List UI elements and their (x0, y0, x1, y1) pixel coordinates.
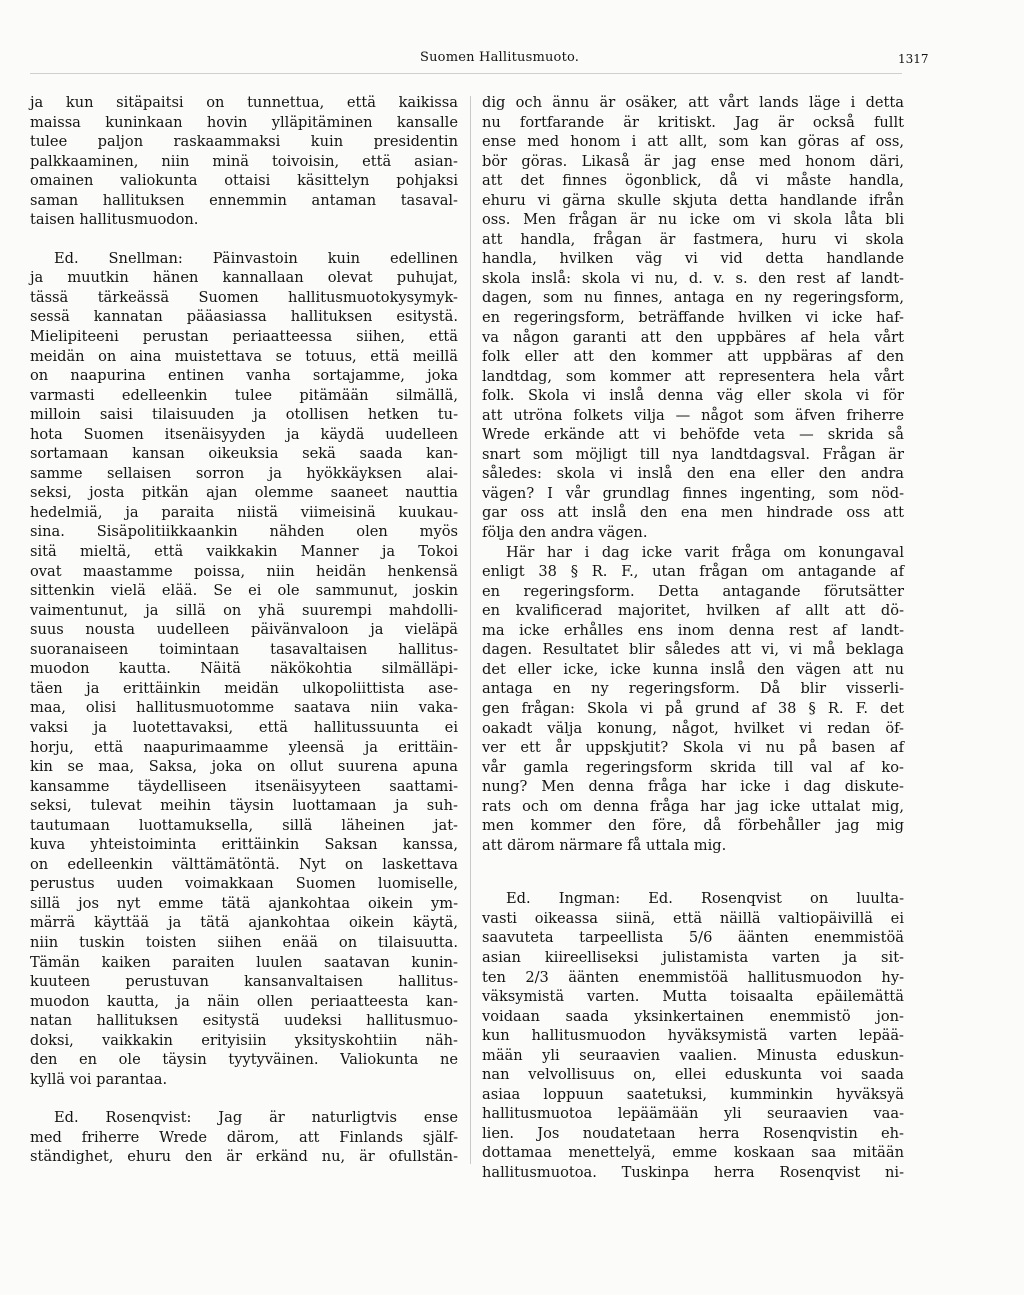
text-line: snart som möjligt till nya landtdagsval. Frågan är (482, 445, 904, 463)
text-line: Ed. Ingman: Ed. Rosenqvist on luulta- (506, 890, 904, 908)
text-line: det eller icke, icke kunna inslå den vägen att nu (482, 660, 904, 678)
text-line: sina. Sisäpolitiikkaankin nähden olen myös (30, 523, 458, 541)
paragraph-gap (482, 855, 904, 889)
text-line: oakadt välja konung, något, hvilket vi redan öf- (482, 719, 904, 737)
text-line: samme sellaisen sorron ja hyökkäyksen alai- (30, 464, 458, 482)
text-line: Tämän kaiken paraiten luulen saatavan kunin- (30, 953, 458, 971)
text-line: tautumaan luottamuksella, sillä läheinen jat- (30, 816, 458, 834)
text-line: hallitusmuotoa. Tuskinpa herra Rosenqvist ni- (482, 1163, 904, 1181)
text-line: vaimentunut, ja sillä on yhä suurempi mahdolli- (30, 601, 458, 619)
text-line: kyllä voi parantaa. (30, 1070, 168, 1088)
text-line: en regeringsform. Detta antagande förutsätter (482, 582, 904, 600)
text-line: suus nousta uudelleen päivänvaloon ja vieläpä (30, 621, 458, 639)
text-line: sitä mieltä, että vaikkakin Manner ja Tokoi (30, 543, 458, 561)
text-line: kuuteen perustuvan kansanvaltaisen hallitus- (30, 973, 458, 991)
text-line: att handla, frågan är fastmera, huru vi skola (482, 230, 904, 248)
text-line: vår gamla regeringsform skrida till val af ko- (482, 758, 904, 776)
text-line: on edelleenkin välttämätöntä. Nyt on laskettava (30, 855, 458, 873)
text-line: enligt 38 § R. F., utan frågan om antagande af (482, 563, 904, 581)
left-column (30, 93, 458, 1167)
text-line: gen frågan: Skola vi på grund af 38 § R. F. det (482, 699, 904, 717)
column-divider (470, 96, 471, 1164)
text-line: vaksi ja luotettavaksi, että hallitussuunta ei (30, 718, 458, 736)
text-line: således: skola vi inslå den ena eller den andra (482, 465, 904, 483)
text-line: folk eller att den kommer att uppbäras af den (482, 348, 904, 366)
text-line: ver ett år uppskjutit? Skola vi nu på basen af (482, 739, 904, 757)
text-line: kun hallitusmuodon hyväksymistä varten lepää- (482, 1027, 904, 1045)
text-line: hallitusmuotoa lepäämään yli seuraavien vaa- (482, 1105, 904, 1123)
text-line: den en ole täysin tyytyväinen. Valiokunta ne (30, 1051, 458, 1069)
right-column (482, 93, 904, 1183)
text-line: att därom närmare få uttala mig. (482, 836, 727, 854)
text-line: att det finnes ögonblick, då vi måste handla, (482, 172, 904, 190)
text-line: kansamme täydelliseen itsenäisyyteen saattami- (30, 777, 458, 795)
paragraph-gap (30, 230, 458, 249)
text-line: kin se maa, Saksa, joka on ollut suurena apuna (30, 758, 458, 776)
text-line: lien. Jos noudatetaan herra Rosenqvistin eh- (482, 1124, 904, 1142)
text-line: perustus uuden voimakkaan Suomen luomiselle, (30, 875, 458, 893)
text-line: natan hallituksen esitystä uudeksi hallitusmuo- (30, 1012, 458, 1030)
text-line: märrä käyttää ja tätä ajankohtaa oikein käytä, (30, 914, 458, 932)
paragraph-gap (30, 1089, 458, 1108)
text-line: asiaa loppuun saatetuksi, kumminkin hyväksyä (482, 1085, 904, 1103)
text-line: mään yli seuraavien vaalien. Minusta eduskun- (482, 1046, 904, 1064)
text-line: suoranaiseen toimintaan tasavaltaisen hallitus- (30, 640, 458, 658)
text-line: väksymistä varten. Mutta toisaalta epäilemättä (482, 988, 904, 1006)
text-line: sillä jos nyt emme tätä ajankohtaa oikein ym- (30, 894, 458, 912)
text-line: sortamaan kansan oikeuksia sekä saada kan- (30, 445, 458, 463)
text-line: Ed. Snellman: Päinvastoin kuin edellinen (54, 249, 458, 267)
running-title: Suomen Hallitusmuoto. (420, 50, 580, 65)
text-line: ja muutkin hänen kannallaan olevat puhujat, (30, 269, 458, 287)
text-line: Mielipiteeni perustan periaatteessa siihen, että (30, 328, 458, 346)
text-line: saavuteta tarpeellista 5/6 äänten enemmistöä (482, 929, 904, 947)
text-line: nan velvollisuus on, ellei eduskunta voi saada (482, 1066, 904, 1084)
text-line: nung? Men denna fråga har icke i dag diskute- (482, 778, 904, 796)
text-line: rats och om denna fråga har jag icke uttalat mig, (482, 797, 904, 815)
text-line: horju, että naapurimaamme yleensä ja erittäin- (30, 738, 458, 756)
text-line: varmasti edelleenkin tulee pitämään silmällä, (30, 386, 458, 404)
text-line: oss. Men frågan är nu icke om vi skola låta bli (482, 211, 904, 229)
text-line: sittenkin vielä elää. Se ei ole sammunut, joskin (30, 582, 458, 600)
text-line: antaga en ny regeringsform. Då blir visserli- (482, 680, 904, 698)
text-line: Här har i dag icke varit fråga om konungaval (506, 543, 904, 561)
text-line: tulee paljon raskaammaksi kuin presidentin (30, 133, 458, 151)
text-line: en regeringsform, beträffande hvilken vi icke haf- (482, 309, 904, 327)
page-number: 1317 (898, 52, 929, 66)
text-line: skola inslå: skola vi nu, d. v. s. den rest af landt- (482, 269, 904, 287)
text-line: omainen valiokunta ottaisi käsittelyn pohjaksi (30, 172, 458, 190)
text-line: taisen hallitusmuodon. (30, 211, 199, 229)
text-line: att utröna folkets vilja — något som äfven friherre (482, 406, 904, 424)
text-line: bör göras. Likaså är jag ense med honom däri, (482, 152, 904, 170)
text-line: ense med honom i att allt, som kan göras af oss, (482, 133, 904, 151)
text-line: tässä tärkeässä Suomen hallitusmuotokysymyk- (30, 288, 458, 306)
text-line: maa, olisi hallitusmuotomme saatava niin vaka- (30, 699, 458, 717)
text-line: milloin saisi tilaisuuden ja otollisen hetken tu- (30, 406, 458, 424)
text-line: täen ja erittäinkin meidän ulkopoliittista ase- (30, 679, 458, 697)
text-line: maissa kuninkaan hovin ylläpitäminen kansalle (30, 113, 458, 131)
text-line: Ed. Rosenqvist: Jag är naturligtvis ense (54, 1109, 458, 1127)
text-line: kuva yhteistoiminta erittäinkin Saksan kanssa, (30, 836, 458, 854)
text-line: Wrede erkände att vi behöfde veta — skrida så (482, 426, 904, 444)
text-line: vägen? I vår grundlag finnes ingenting, som nöd- (482, 484, 904, 502)
text-line: med friherre Wrede därom, att Finlands själf- (30, 1128, 458, 1146)
text-line: voidaan saada yksinkertainen enemmistö jon- (482, 1007, 904, 1025)
text-line: muodon kautta, ja näin ollen periaatteesta kan- (30, 992, 458, 1010)
text-line: palkkaaminen, niin minä toivoisin, että asian- (30, 152, 458, 170)
text-line: folk. Skola vi inslå denna väg eller skola vi för (482, 387, 904, 405)
text-line: gar oss att inslå den ena men hindrade oss att (482, 504, 904, 522)
text-line: landtdag, som kommer att representera hela vårt (482, 367, 904, 385)
text-line: saman hallituksen ennemmin antaman tasaval- (30, 191, 458, 209)
text-line: hedelmiä, ja paraita niistä viimeisinä kuukau- (30, 503, 458, 521)
header-rule (30, 73, 902, 74)
text-line: nu fortfarande är kritiskt. Jag är också fullt (482, 113, 904, 131)
text-line: hota Suomen itsenäisyyden ja käydä uudelleen (30, 425, 458, 443)
text-line: vasti oikeassa siinä, että näillä valtiopäivillä ei (482, 909, 904, 927)
text-line: dottamaa menettelyä, emme koskaan saa mitään (482, 1144, 904, 1162)
text-line: meidän on aina muistettava se totuus, että meillä (30, 347, 458, 365)
text-line: ten 2/3 äänten enemmistöä hallitusmuodon hy- (482, 968, 904, 986)
text-line: asian kiireelliseksi julistamista varten ja sit- (482, 948, 904, 966)
text-line: dig och ännu är osäker, att vårt lands läge i detta (482, 94, 904, 111)
text-line: ja kun sitäpaitsi on tunnettua, että kaikissa (30, 94, 458, 111)
text-line: dagen. Resultatet blir således att vi, vi må beklaga (482, 641, 904, 659)
text-line: ovat maastamme poissa, niin heidän henkensä (30, 562, 458, 580)
text-line: ständighet, ehuru den är erkänd nu, är ofullstän- (30, 1148, 458, 1166)
text-line: on naapurina entinen vanha sortajamme, joka (30, 367, 458, 385)
text-line: följa den andra vägen. (482, 524, 648, 542)
text-line: va någon garanti att den uppbäres af hela vårt (482, 328, 904, 346)
page-header (30, 46, 929, 74)
text-line: sessä kannatan pääasiassa hallituksen esitystä. (30, 308, 458, 326)
text-line: seksi, josta pitkän ajan olemme saaneet nauttia (30, 484, 458, 502)
text-line: doksi, vaikkakin erityisiin yksityskohtiin näh- (30, 1031, 458, 1049)
text-line: seksi, tulevat meihin täysin luottamaan ja suh- (30, 797, 458, 815)
text-line: handla, hvilken väg vi vid detta handlande (482, 250, 904, 268)
text-line: ehuru vi gärna skulle skjuta detta handlande ifrån (482, 191, 904, 209)
text-line: en kvalificerad majoritet, hvilken af allt att dö- (482, 602, 904, 620)
text-line: dagen, som nu finnes, antaga en ny regeringsform, (482, 289, 904, 307)
text-line: niin tuskin toisten siihen enää on tilaisuutta. (30, 933, 458, 951)
text-line: ma icke erhålles ens inom denna rest af landt- (482, 621, 904, 639)
text-line: men kommer den före, då förbehåller jag mig (482, 817, 904, 835)
text-line: muodon kautta. Näitä näkökohtia silmälläpi- (30, 660, 458, 678)
